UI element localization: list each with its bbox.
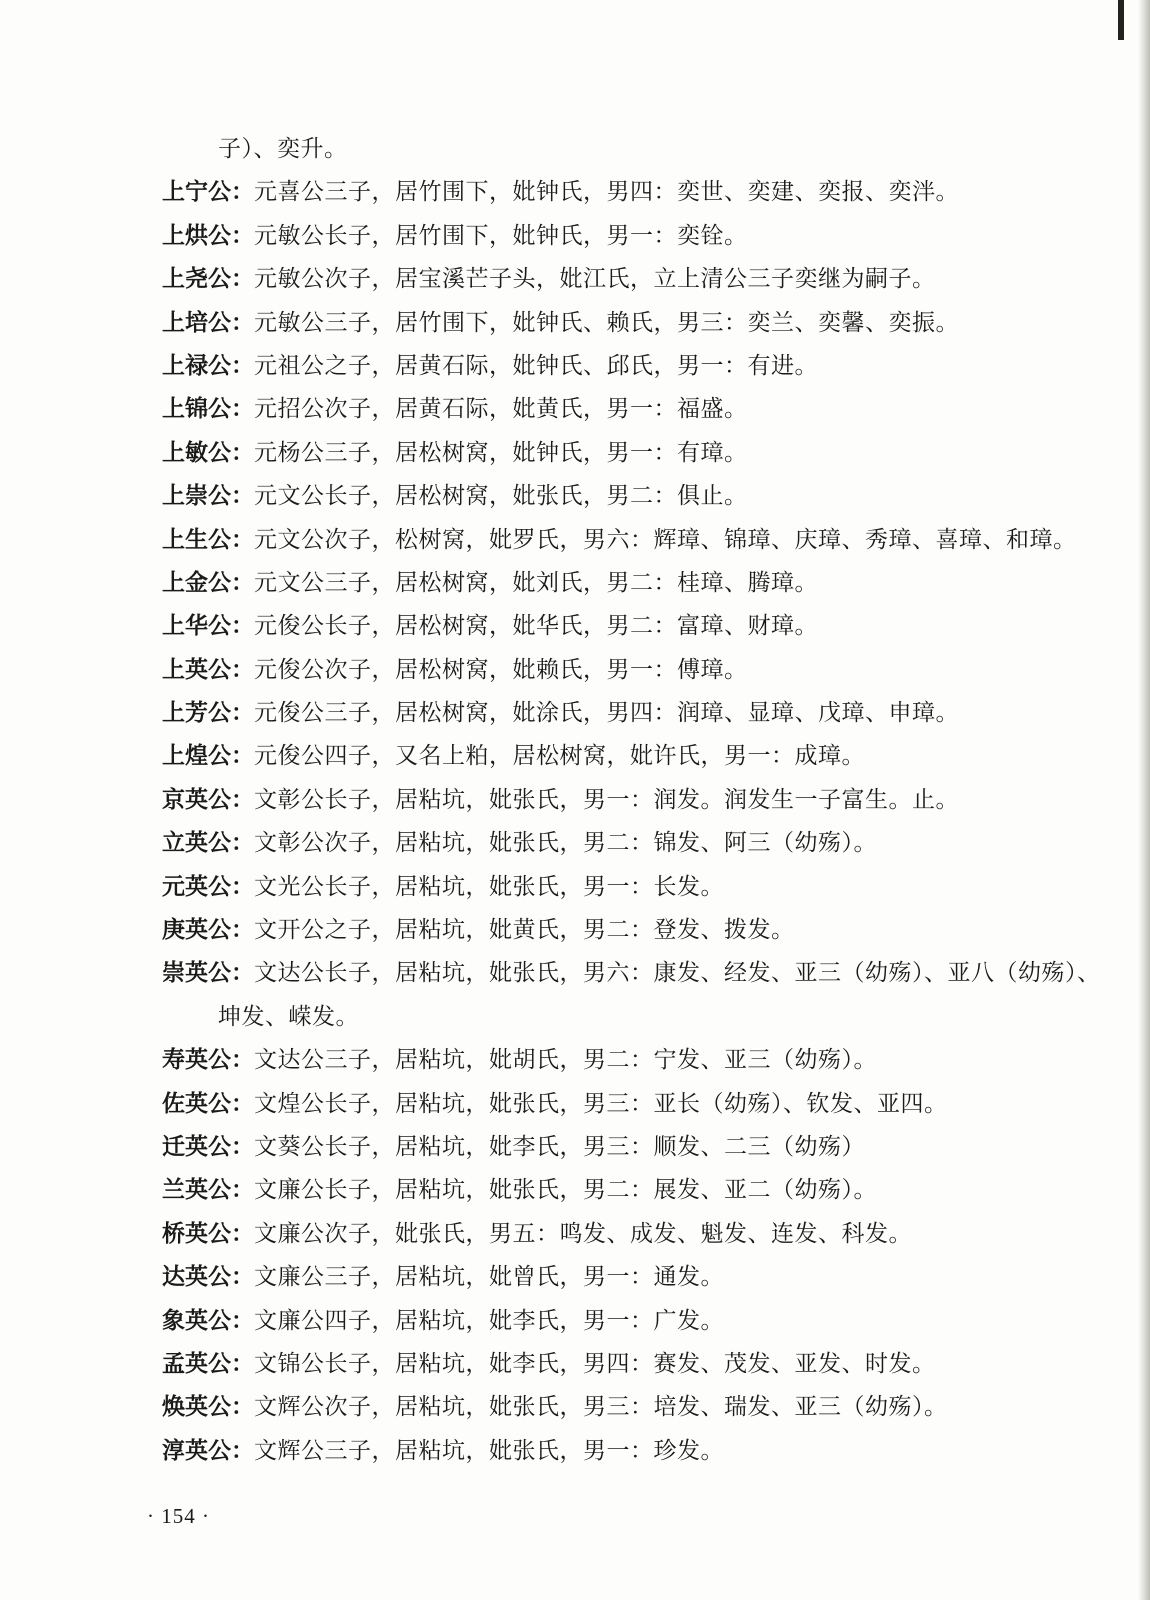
entry-text: 文辉公次子，居粘坑，妣张氏，男三：培发、瑞发、亚三（幼殇）。 (254, 1394, 948, 1421)
genealogy-entry (162, 432, 1082, 475)
genealogy-entry (162, 388, 1082, 431)
genealogy-entry (162, 735, 1082, 778)
ancestor-name: 上英公： (162, 656, 254, 683)
ancestor-name: 上烘公： (162, 222, 254, 249)
entry-text: 文锦公长子，居粘坑，妣李氏，男四：赛发、茂发、亚发、时发。 (254, 1350, 936, 1377)
genealogy-entry (162, 822, 1082, 865)
ancestor-name: 元英公： (162, 873, 254, 900)
entry-text: 元俊公三子，居松树窝，妣涂氏，男四：润璋、显璋、戊璋、申璋。 (254, 700, 959, 727)
continuation-line (162, 996, 1082, 1039)
entry-text: 文葵公长子，居粘坑，妣李氏，男三：顺发、二三（幼殇） (254, 1133, 865, 1160)
genealogy-entry (162, 692, 1082, 735)
ancestor-name: 上宁公： (162, 179, 254, 206)
entry-text: 元敏公三子，居竹围下，妣钟氏、赖氏，男三：奕兰、奕馨、奕振。 (254, 309, 959, 336)
entry-text: 元俊公次子，居松树窝，妣赖氏，男一：傅璋。 (254, 656, 748, 683)
entry-text: 文廉公三子，居粘坑，妣曾氏，男一：通发。 (254, 1264, 724, 1291)
ancestor-name: 孟英公： (162, 1350, 254, 1377)
entry-text: 元喜公三子，居竹围下，妣钟氏，男四：奕世、奕建、奕报、奕泮。 (254, 179, 959, 206)
ancestor-name: 淳英公： (162, 1437, 254, 1464)
ancestor-name: 上尧公： (162, 266, 254, 293)
ancestor-name: 兰英公： (162, 1177, 254, 1204)
ancestor-name: 上生公： (162, 526, 254, 553)
ancestor-name: 佐英公： (162, 1090, 254, 1117)
ancestor-name: 庚英公： (162, 917, 254, 944)
ancestor-name: 上芳公： (162, 700, 254, 727)
ancestor-name: 上华公： (162, 613, 254, 640)
entry-text: 文开公之子，居粘坑，妣黄氏，男二：登发、拨发。 (254, 917, 795, 944)
entry-text: 文光公长子，居粘坑，妣张氏，男一：长发。 (254, 873, 724, 900)
genealogy-entry (162, 649, 1082, 692)
entry-text: 元祖公之子，居黄石际，妣钟氏、邱氏，男一：有进。 (254, 352, 818, 379)
ancestor-name: 焕英公： (162, 1394, 254, 1421)
genealogy-entry (162, 562, 1082, 605)
ancestor-name: 上禄公： (162, 352, 254, 379)
continuation-line (162, 128, 1082, 171)
genealogy-entry (162, 605, 1082, 648)
genealogy-entry (162, 215, 1082, 258)
ancestor-name: 上敏公： (162, 439, 254, 466)
genealogy-entry (162, 1213, 1082, 1256)
genealogy-entry (162, 1039, 1082, 1082)
entry-text: 子）、奕升。 (218, 136, 348, 162)
ancestor-name: 立英公： (162, 830, 254, 857)
ancestor-name: 桥英公： (162, 1220, 254, 1247)
ancestor-name: 上培公： (162, 309, 254, 336)
scan-edge (1138, 0, 1150, 1600)
ancestor-name: 达英公： (162, 1264, 254, 1291)
genealogy-entry (162, 779, 1082, 822)
genealogy-entry (162, 258, 1082, 301)
entry-text: 坤发、嵘发。 (218, 1003, 359, 1030)
entry-text: 文达公三子，居粘坑，妣胡氏，男二：宁发、亚三（幼殇）。 (254, 1047, 877, 1074)
page-number: · 154 · (147, 1504, 210, 1528)
entry-text: 元俊公四子，又名上粕，居松树窝，妣许氏，男一：成璋。 (254, 743, 865, 770)
entry-text: 文廉公长子，居粘坑，妣张氏，男二：展发、亚二（幼殇）。 (254, 1177, 877, 1204)
ancestor-name: 寿英公： (162, 1047, 254, 1074)
genealogy-entry (162, 302, 1082, 345)
genealogy-entry (162, 1343, 1082, 1386)
entry-text: 文廉公次子，妣张氏，男五：鸣发、成发、魁发、连发、科发。 (254, 1220, 912, 1247)
genealogy-entry (162, 1126, 1082, 1169)
ancestor-name: 迁英公： (162, 1133, 254, 1160)
entry-text: 文彰公长子，居粘坑，妣张氏，男一：润发。润发生一子富生。止。 (254, 786, 959, 813)
genealogy-entry (162, 909, 1082, 952)
genealogy-entry (162, 866, 1082, 909)
genealogy-entry (162, 1256, 1082, 1299)
ancestor-name: 象英公： (162, 1307, 254, 1334)
genealogy-entry (162, 1083, 1082, 1126)
ancestor-name: 上崇公： (162, 483, 254, 510)
entry-text: 文彰公次子，居粘坑，妣张氏，男二：锦发、阿三（幼殇）。 (254, 830, 877, 857)
entry-text: 文达公长子，居粘坑，妣张氏，男六：康发、经发、亚三（幼殇）、亚八（幼殇）、 (254, 960, 1101, 987)
genealogy-entry (162, 1169, 1082, 1212)
entry-text: 元俊公长子，居松树窝，妣华氏，男二：富璋、财璋。 (254, 613, 818, 640)
genealogy-entry (162, 171, 1082, 214)
genealogy-entry (162, 345, 1082, 388)
ancestor-name: 上锦公： (162, 396, 254, 423)
genealogy-entry (162, 519, 1082, 562)
ancestor-name: 上煌公： (162, 743, 254, 770)
entry-text: 元文公次子，松树窝，妣罗氏，男六：辉璋、锦璋、庆璋、秀璋、喜璋、和璋。 (254, 526, 1077, 553)
genealogy-entry (162, 952, 1101, 995)
genealogy-entry (162, 475, 1082, 518)
entry-text: 元敏公次子，居宝溪芒子头，妣江氏，立上清公三子奕继为嗣子。 (254, 266, 936, 293)
ancestor-name: 崇英公： (162, 960, 254, 987)
entry-text: 元文公三子，居松树窝，妣刘氏，男二：桂璋、腾璋。 (254, 569, 818, 596)
genealogy-entry (162, 1300, 1082, 1343)
ancestor-name: 上金公： (162, 569, 254, 596)
entry-text: 元文公长子，居松树窝，妣张氏，男二：俱止。 (254, 483, 748, 510)
genealogy-entry (162, 1386, 1082, 1429)
genealogy-entries (162, 128, 1101, 1473)
entry-text: 文辉公三子，居粘坑，妣张氏，男一：珍发。 (254, 1437, 724, 1464)
entry-text: 文廉公四子，居粘坑，妣李氏，男一：广发。 (254, 1307, 724, 1334)
genealogy-entry (162, 1430, 1082, 1473)
entry-text: 文煌公长子，居粘坑，妣张氏，男三：亚长（幼殇）、钦发、亚四。 (254, 1090, 948, 1117)
scan-edge-mark (1118, 0, 1124, 40)
entry-text: 元杨公三子，居松树窝，妣钟氏，男一：有璋。 (254, 439, 748, 466)
entry-text: 元招公次子，居黄石际，妣黄氏，男一：福盛。 (254, 396, 748, 423)
entry-text: 元敏公长子，居竹围下，妣钟氏，男一：奕铨。 (254, 222, 748, 249)
ancestor-name: 京英公： (162, 786, 254, 813)
